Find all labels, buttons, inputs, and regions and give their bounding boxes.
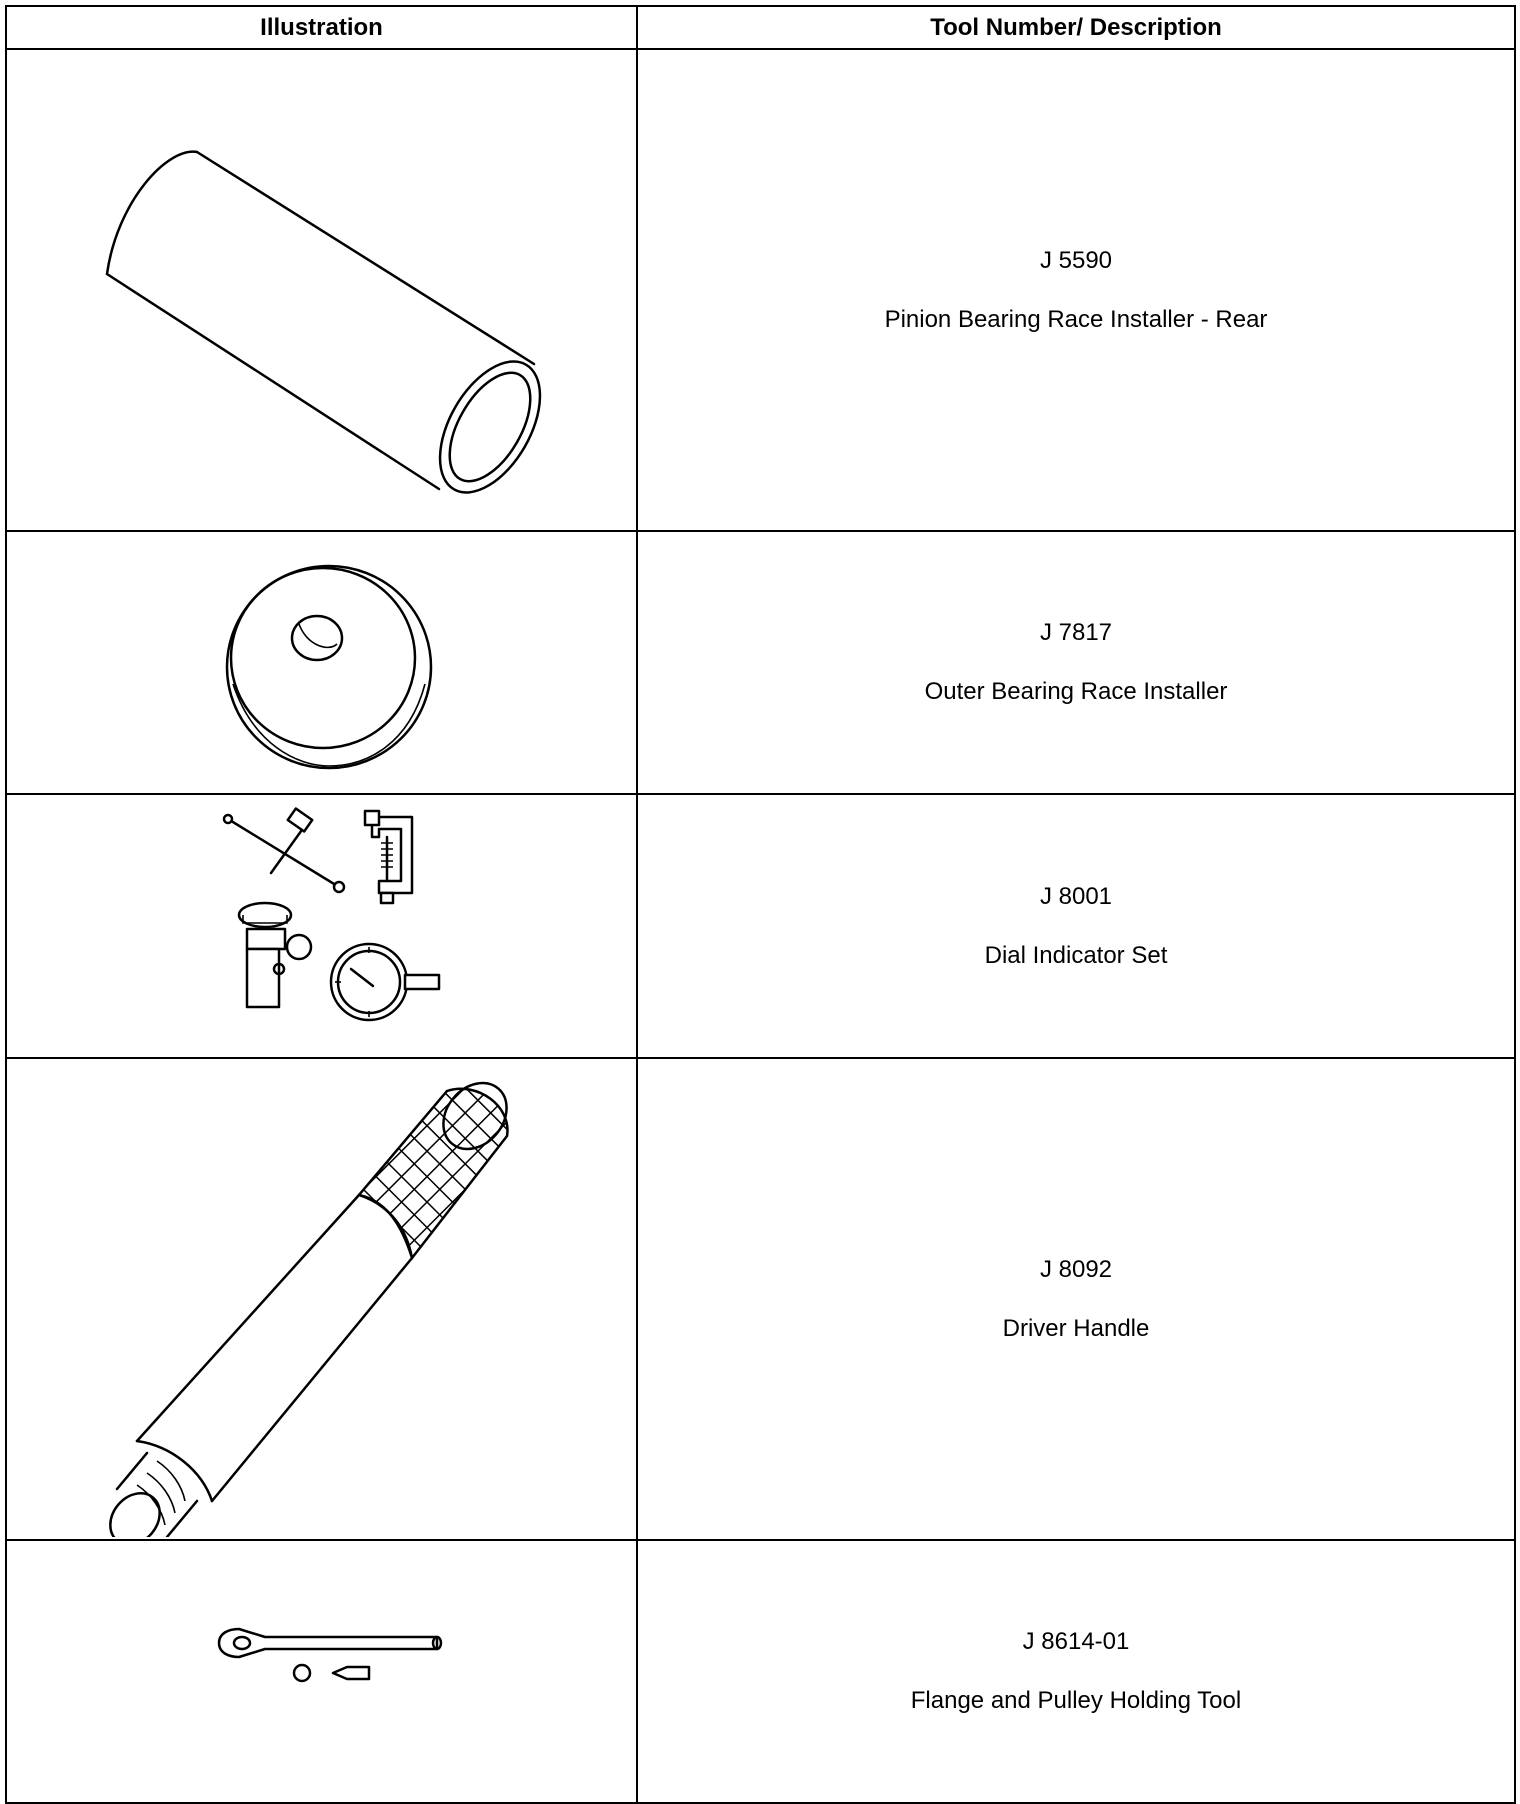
- header-description: Tool Number/ Description: [637, 6, 1515, 49]
- tool-row: [6, 1540, 1515, 1803]
- tool-row: [6, 1058, 1515, 1540]
- illustration-cell: [6, 1540, 637, 1803]
- tool-number: J 8614-01: [1022, 1628, 1130, 1655]
- header-row: [6, 6, 1515, 49]
- tool-row: [6, 49, 1515, 531]
- tool-name: Dial Indicator Set: [984, 941, 1168, 969]
- tool-row: [6, 531, 1515, 794]
- tube-installer-icon: [7, 52, 638, 528]
- holding-tool-icon: [7, 1543, 638, 1800]
- illustration-cell: [6, 1058, 637, 1540]
- race-installer-disc-icon: [7, 534, 638, 791]
- illustration-cell: [6, 49, 637, 531]
- tool-name: Outer Bearing Race Installer: [924, 678, 1228, 705]
- description-cell: [637, 1540, 1515, 1803]
- tool-number: J 8092: [1039, 1255, 1113, 1283]
- header-illustration: Illustration: [6, 6, 637, 49]
- tool-name: Pinion Bearing Race Installer - Rear: [884, 305, 1268, 333]
- tool-number: J 5590: [1039, 246, 1113, 274]
- description-cell: [637, 794, 1515, 1058]
- description-cell: [637, 49, 1515, 531]
- illustration-cell: [6, 794, 637, 1058]
- description-cell: [637, 1058, 1515, 1540]
- tool-number: J 8001: [1039, 882, 1113, 910]
- driver-handle-icon: [7, 1061, 638, 1537]
- illustration-cell: [6, 531, 637, 794]
- special-tools-table: [5, 5, 1516, 1804]
- tool-row: [6, 794, 1515, 1058]
- tool-number: J 7817: [1039, 619, 1113, 646]
- dial-indicator-set-icon: [7, 797, 638, 1055]
- description-cell: [637, 531, 1515, 794]
- tool-name: Flange and Pulley Holding Tool: [910, 1687, 1242, 1714]
- tool-name: Driver Handle: [1002, 1314, 1150, 1342]
